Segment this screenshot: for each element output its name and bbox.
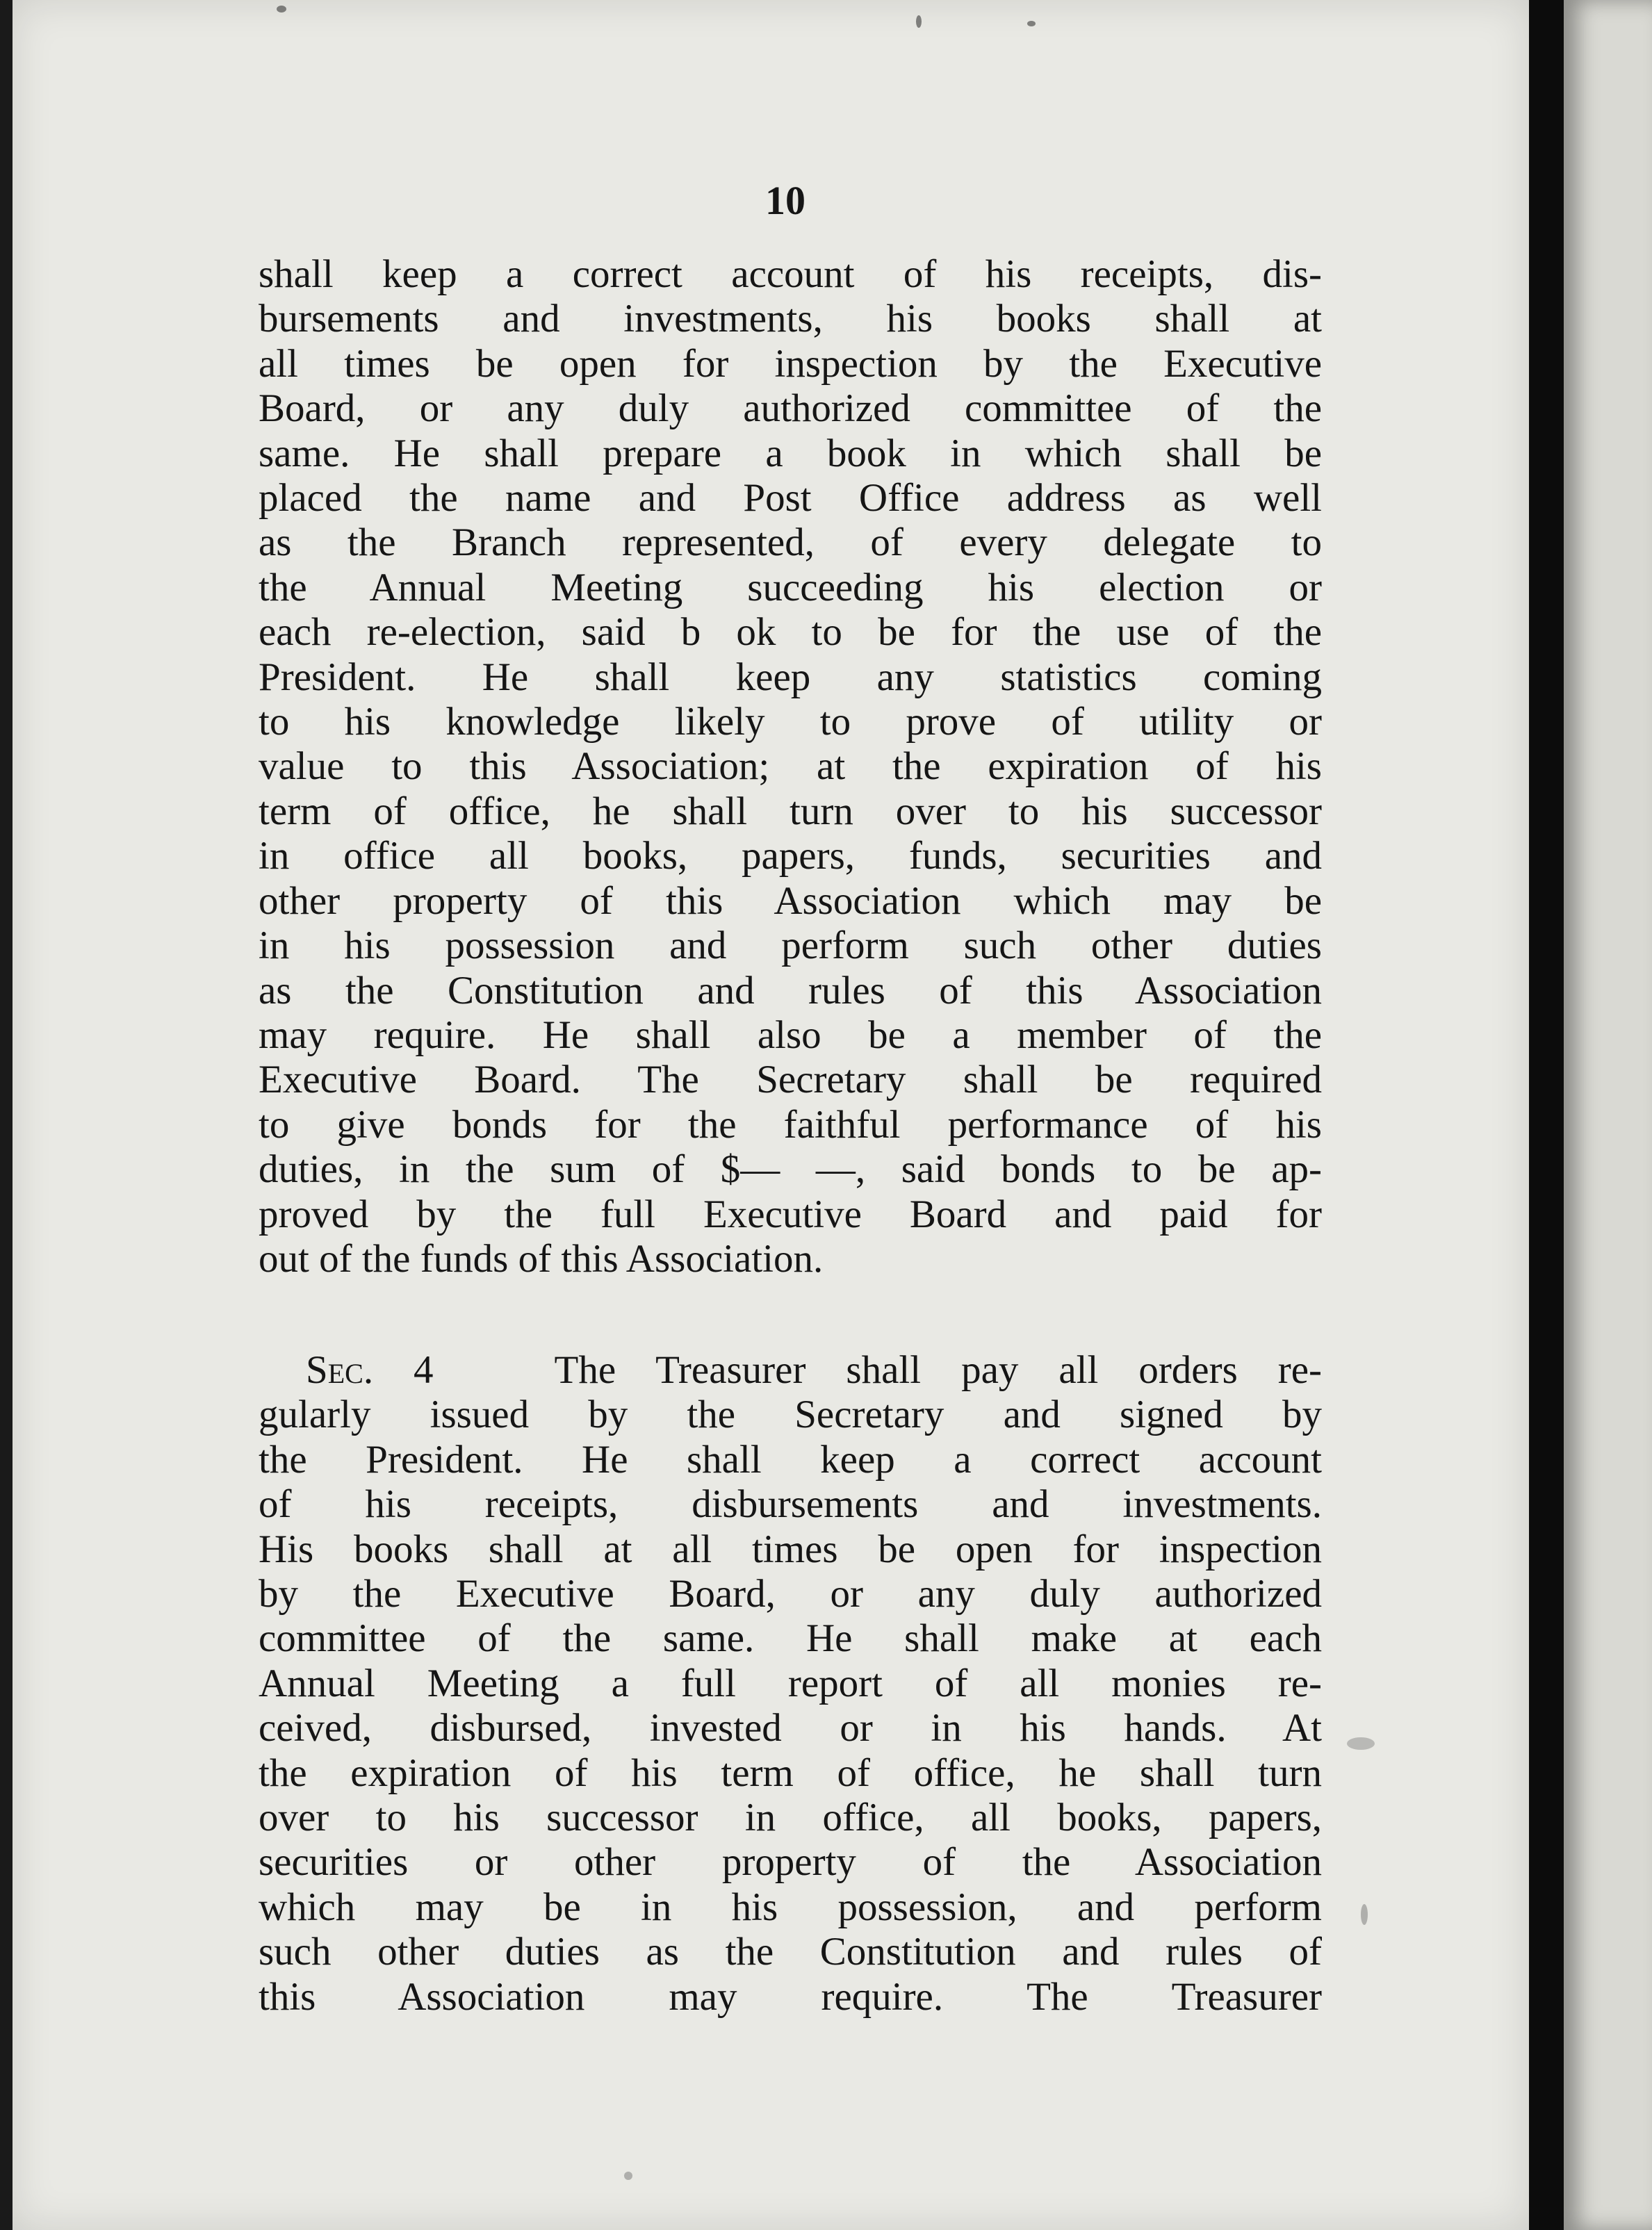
text-line: securities or other property of the Association (259, 1840, 1322, 1885)
text-line: other property of this Association which may be (259, 878, 1322, 923)
text-line: to his knowledge likely to prove of utility or (259, 700, 1322, 744)
text-line: of his receipts, disbursements and investments. (259, 1482, 1322, 1527)
text-line: may require. He shall also be a member of the (259, 1012, 1322, 1057)
text-line: duties, in the sum of $— —, said bonds to be ap- (259, 1147, 1322, 1192)
facing-page-edge (1564, 0, 1652, 2230)
text-line: all times be open for inspection by the Executive (259, 341, 1322, 386)
text-line: value to this Association; at the expiration of his (259, 744, 1322, 789)
text-line: as the Branch represented, of every delegate to (259, 520, 1322, 565)
text-line: Board, or any duly authorized committee of the (259, 386, 1322, 431)
text-line: the expiration of his term of office, he shall turn (259, 1751, 1322, 1795)
text-line: President. He shall keep any statistics coming (259, 655, 1322, 699)
section-label: Sec. 4 (306, 1348, 434, 1392)
text-line: term of office, he shall turn over to his successor (259, 789, 1322, 833)
text-line: His books shall at all times be open for inspection (259, 1527, 1322, 1571)
text-line: to give bonds for the faithful performance of his (259, 1102, 1322, 1147)
text-line: as the Constitution and rules of this Association (259, 968, 1322, 1012)
text-line: Executive Board. The Secretary shall be required (259, 1058, 1322, 1102)
text-line: the Annual Meeting succeeding his election or (259, 565, 1322, 609)
paragraph-treasurer-duties (259, 1348, 1322, 2019)
text-line: committee of the same. He shall make at each (259, 1616, 1322, 1661)
text-line: Annual Meeting a full report of all monies re- (259, 1661, 1322, 1705)
text-line: each re-election, said b ok to be for the use of the (259, 610, 1322, 655)
text-line: in his possession and perform such other duties (259, 924, 1322, 968)
text-line: this Association may require. The Treasurer (259, 1974, 1322, 2019)
text-line: the President. He shall keep a correct account (259, 1437, 1322, 1482)
page-number: 10 (765, 178, 805, 223)
text-line: Sec. 4 The Treasurer shall pay all orders re- (306, 1348, 1323, 1392)
paragraph-secretary-duties (259, 252, 1322, 1281)
text-line: shall keep a correct account of his receipts, dis- (259, 252, 1322, 296)
text-line: such other duties as the Constitution and rules of (259, 1930, 1322, 1974)
text-line: gularly issued by the Secretary and signed by (259, 1393, 1322, 1437)
text-line: ceived, disbursed, invested or in his hands. At (259, 1706, 1322, 1751)
text-line: out of the funds of this Association. (259, 1236, 824, 1281)
text-line: placed the name and Post Office address as well (259, 476, 1322, 520)
text-line: same. He shall prepare a book in which shall be (259, 431, 1322, 475)
book-spine-edge (1529, 0, 1564, 2230)
text-line: in office all books, papers, funds, securities and (259, 834, 1322, 878)
text-line: bursements and investments, his books shall at (259, 297, 1322, 341)
text-line: which may be in his possession, and perform (259, 1885, 1322, 1929)
text-line: over to his successor in office, all books, papers, (259, 1796, 1322, 1840)
text-line: by the Executive Board, or any duly authorized (259, 1572, 1322, 1616)
text-line: proved by the full Executive Board and paid for (259, 1192, 1322, 1236)
